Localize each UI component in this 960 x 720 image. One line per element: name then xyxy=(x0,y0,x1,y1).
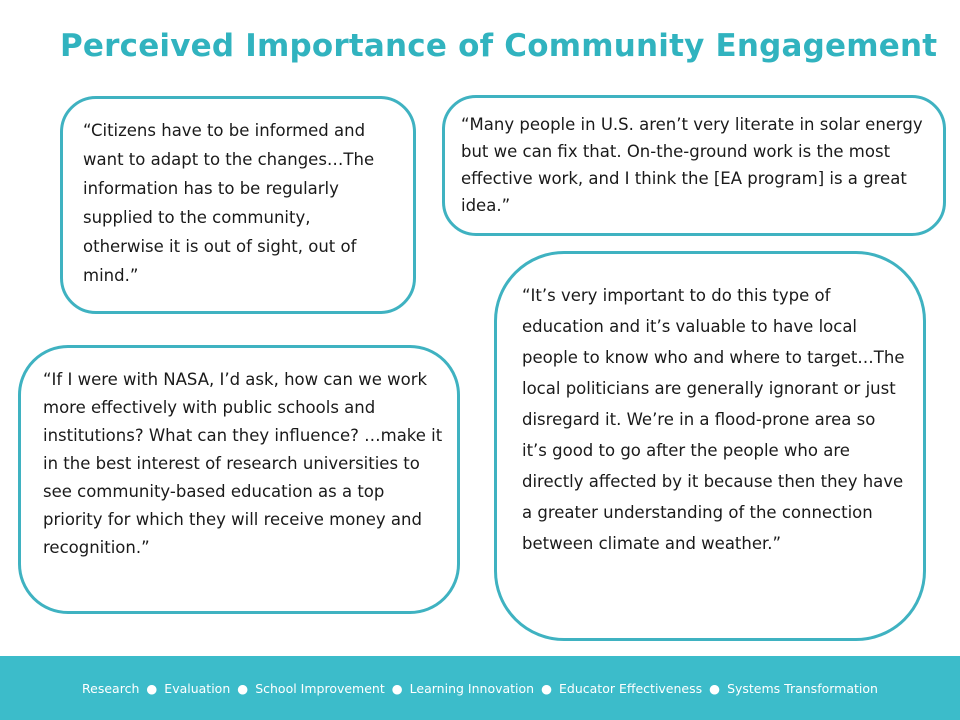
quote-text: “Many people in U.S. aren’t very literate in solar energy but we can fix that. On-the-ground work is the most effective work, and I think the [EA program] is a great idea.” xyxy=(461,115,923,215)
separator-dot: ● xyxy=(146,680,158,696)
quote-text: “It’s very important to do this type of education and it’s valuable to have local people to know who and where to target…The local politicians are generally ignorant or just disregard it. We’re in a flood-prone area so it’s good to go after the people who are directly affected by it because then they have a greater understanding of the connection between climate and weather.” xyxy=(522,286,905,553)
separator-dot: ● xyxy=(541,680,553,696)
quote-text: “If I were with NASA, I’d ask, how can we work more effectively with public schools and institutions? What can they influence? …make it in the best interest of research universities to see community-based education as a top priority for which they will receive money and recognition.” xyxy=(43,370,443,557)
footer-item-evaluation: Evaluation xyxy=(164,680,231,696)
footer-item-learning-innovation: Learning Innovation xyxy=(409,680,535,696)
separator-dot: ● xyxy=(237,680,249,696)
quote-card-citizens xyxy=(60,96,416,314)
separator-dot: ● xyxy=(391,680,403,696)
footer-bar xyxy=(0,656,960,720)
separator-dot: ● xyxy=(709,680,721,696)
quote-card-education xyxy=(494,251,926,641)
page-title: Perceived Importance of Community Engagement xyxy=(60,28,938,64)
footer-item-research: Research xyxy=(82,680,140,696)
footer-item-systems-transformation: Systems Transformation xyxy=(727,680,878,696)
footer-nav xyxy=(82,681,878,696)
footer-item-school-improvement: School Improvement xyxy=(255,680,385,696)
quote-card-solar xyxy=(442,95,946,236)
quote-text: “Citizens have to be informed and want to adapt to the changes…The information has to be regularly supplied to the community, otherwise it is out of sight, out of mind.” xyxy=(83,121,375,285)
quote-card-nasa xyxy=(18,345,460,614)
footer-item-educator-effectiveness: Educator Effectiveness xyxy=(559,680,703,696)
